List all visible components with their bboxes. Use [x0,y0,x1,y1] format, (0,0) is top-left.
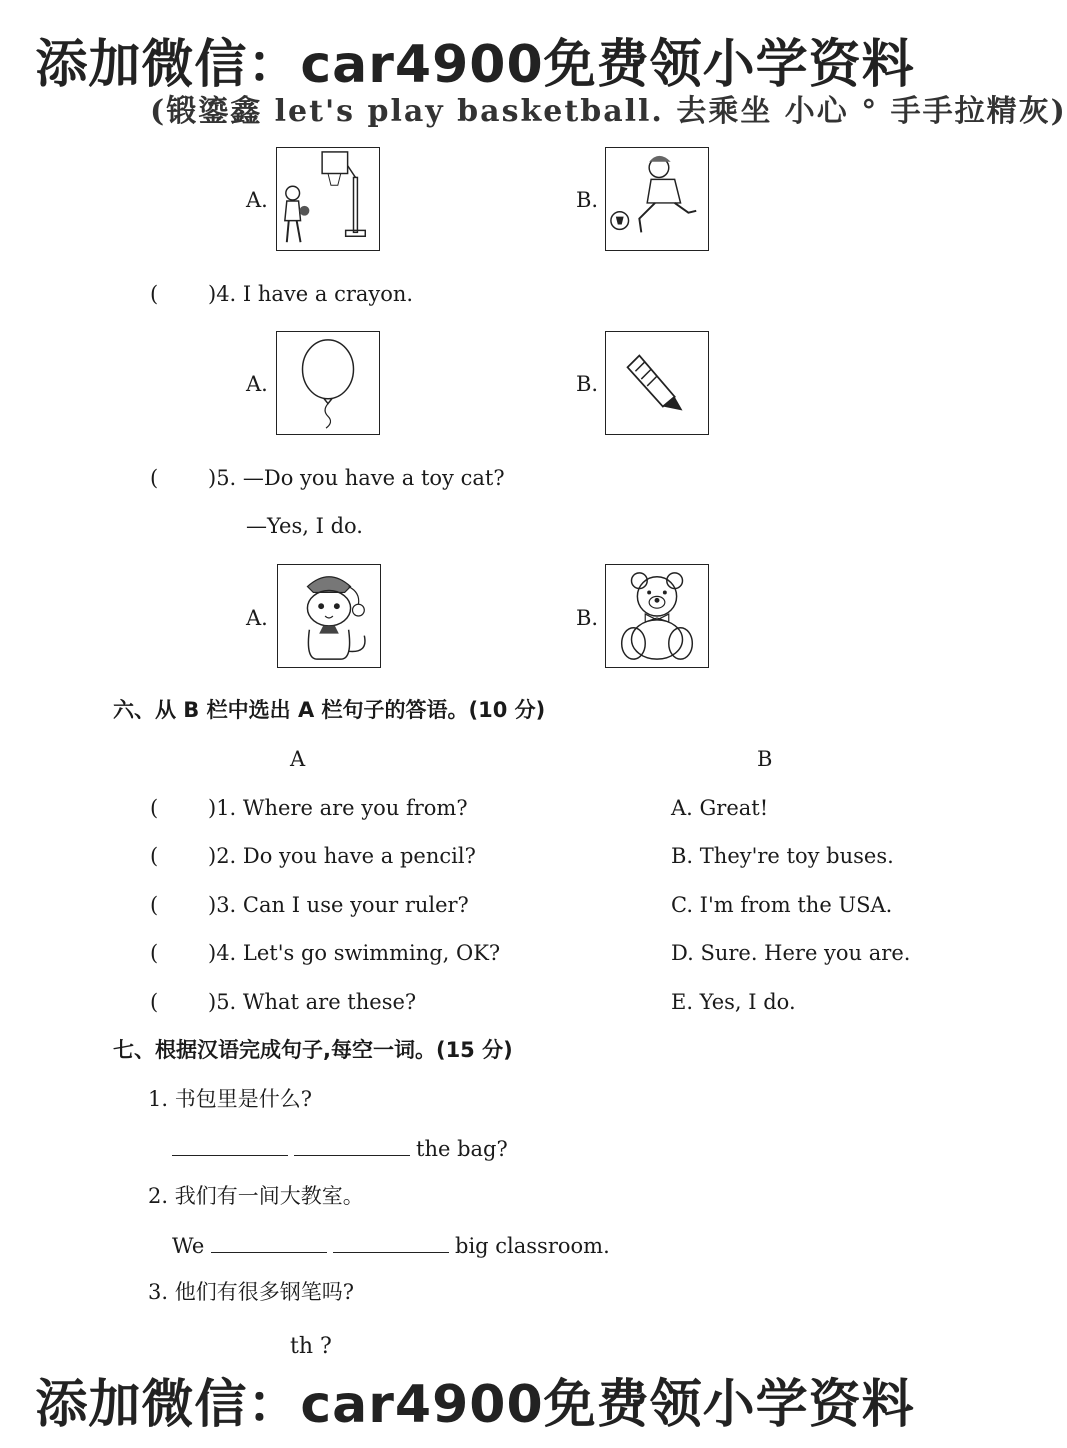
column-a-header: A [290,747,306,771]
s7-q3-cut: th ? [290,1334,332,1359]
blank-field[interactable] [211,1234,327,1253]
s7-q2-tail: big classroom. [455,1234,610,1258]
s6-paren-1[interactable]: ( [150,796,159,820]
s7-question-3: 3. 他们有很多钢笔吗? [148,1280,354,1304]
soccer-girl-icon[interactable] [605,147,709,251]
s6-answer-a: A. Great! [671,796,769,820]
s6-answer-d: D. Sure. Here you are. [671,941,911,965]
s6-question-2: )2. Do you have a pencil? [208,844,476,868]
q5-option-a-label: A. [246,606,268,630]
q4-option-a-label: A. [246,372,268,396]
q5-option-b-label: B. [576,606,599,630]
cut-off-bottom-line [170,1330,770,1359]
column-b-header: B [757,747,773,771]
s6-question-5: )5. What are these? [208,990,417,1014]
cut-off-line: (锻鎏鑫 let's play basketball. 去乘坐 小心 ° 手手拉精灰) [150,94,1067,129]
s7-question-2: 2. 我们有一间大教室。 [148,1184,364,1208]
q4-paren[interactable]: ( [150,282,159,306]
s7-answer-line-2 [172,1234,610,1257]
s6-answer-e: E. Yes, I do. [671,990,796,1014]
s6-question-3: )3. Can I use your ruler? [208,893,469,917]
blank-field[interactable] [333,1234,449,1253]
q5-paren[interactable]: ( [150,466,159,490]
section7-title: 七、根据汉语完成句子,每空一词。(15 分) [113,1038,513,1062]
s6-paren-2[interactable]: ( [150,844,159,868]
s6-paren-4[interactable]: ( [150,941,159,965]
s6-paren-5[interactable]: ( [150,990,159,1014]
balloon-icon[interactable] [276,331,380,435]
s6-answer-c: C. I'm from the USA. [671,893,893,917]
section6-title: 六、从 B 栏中选出 A 栏句子的答语。(10 分) [113,698,546,722]
q4-option-b-label: B. [576,372,599,396]
s6-question-1: )1. Where are you from? [208,796,468,820]
basketball-boy-icon[interactable] [276,147,380,251]
q5-question: )5. —Do you have a toy cat? [208,466,505,490]
q3-option-b-label: B. [576,188,599,212]
watermark-bottom: 添加微信：car4900免费领小学资料 [35,1375,915,1435]
crayon-icon[interactable] [605,331,709,435]
s6-paren-3[interactable]: ( [150,893,159,917]
q5-reply: —Yes, I do. [246,514,363,538]
teddy-bear-icon[interactable] [605,564,709,668]
s7-question-1: 1. 书包里是什么? [148,1087,312,1111]
toy-cat-icon[interactable] [277,564,381,668]
s7-q1-tail: the bag? [416,1137,508,1161]
blank-field[interactable] [294,1137,410,1156]
s7-q2-head: We [172,1234,205,1258]
watermark-top: 添加微信：car4900免费领小学资料 [35,35,915,95]
q4-question: )4. I have a crayon. [208,282,414,306]
s6-answer-b: B. They're toy buses. [671,844,894,868]
s6-question-4: )4. Let's go swimming, OK? [208,941,501,965]
q3-option-a-label: A. [246,188,268,212]
s7-answer-line-1 [172,1137,508,1160]
blank-field[interactable] [172,1137,288,1156]
